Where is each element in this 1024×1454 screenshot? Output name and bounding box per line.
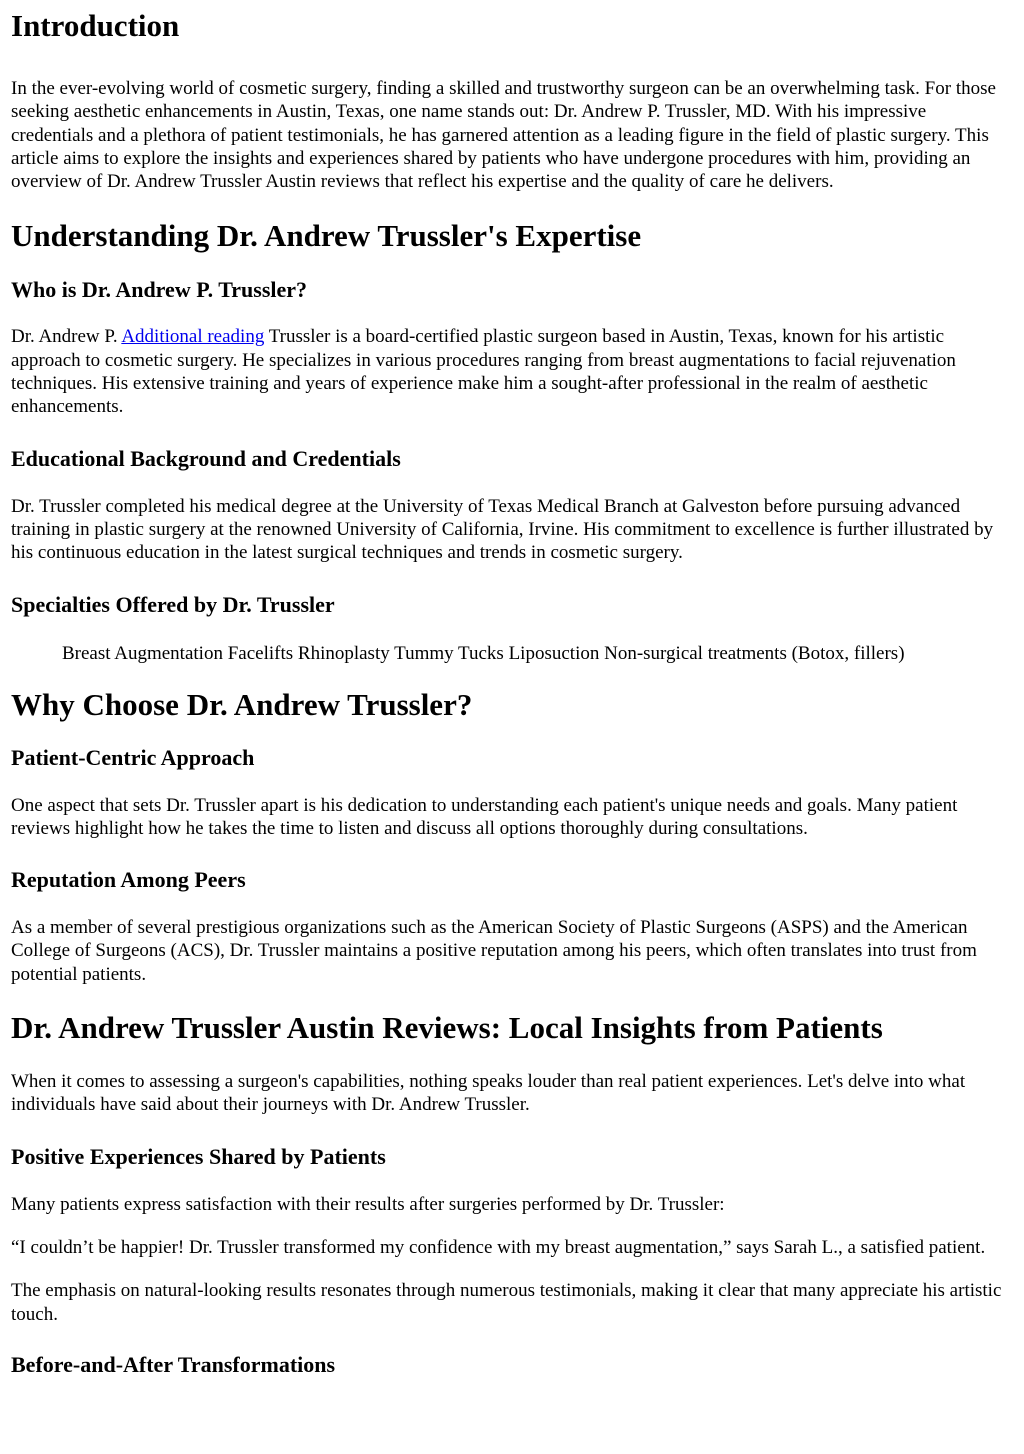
- specialty-item: Facelifts: [227, 642, 294, 664]
- reviews-paragraph: When it comes to assessing a surgeon's capabilities, nothing speaks louder than real patient experiences. Let's delve into what individuals have said about their journeys with Dr. Andrew Trussler.: [11, 1071, 966, 1116]
- specialty-item: Tummy Tucks: [394, 642, 504, 664]
- specialty-item: Rhinoplasty: [297, 642, 390, 664]
- specialty-item: Liposuction: [508, 642, 600, 664]
- positive-paragraph-3: The emphasis on natural-looking results resonates through numerous testimonials, making it clear that many appreciate his artistic touch.: [11, 1280, 1002, 1325]
- reputation-heading: Reputation Among Peers: [11, 867, 246, 893]
- additional-reading-link[interactable]: Additional reading: [121, 326, 265, 348]
- who-text-before: Dr. Andrew P.: [11, 326, 122, 348]
- expertise-heading: Understanding Dr. Andrew Trussler's Expertise: [11, 218, 642, 254]
- intro-paragraph: In the ever-evolving world of cosmetic surgery, finding a skilled and trustworthy surgeon can be an overwhelming task. For those seeking aesthetic enhancements in Austin, Texas, one name stands out: Dr. Andrew P. Trussler, MD. With his impressive credentials and a plethora of patient testimonials, he has garnered attention as a leading figure in the field of plastic surgery. This article aims to explore the insights and experiences shared by patients who have undergone procedures with him, providing an overview of Dr. Andrew Trussler Austin reviews that reflect his expertise and the quality of care he delivers.: [11, 78, 996, 193]
- specialties-heading: Specialties Offered by Dr. Trussler: [11, 591, 335, 617]
- who-paragraph: [11, 325, 1013, 418]
- specialty-item: Breast Augmentation: [62, 642, 223, 664]
- testimonial-quote: “I couldn’t be happier! Dr. Trussler transformed my confidence with my breast augmentation,” says Sarah L., a satisfied patient.: [11, 1236, 986, 1258]
- article: [0, 8, 1024, 1378]
- specialties-list: [11, 642, 1013, 665]
- patient-centric-paragraph: One aspect that sets Dr. Trussler apart is his dedication to understanding each patient's unique needs and goals. Many patient reviews highlight how he takes the time to listen and discuss all options thoroughly during consultations.: [11, 794, 958, 839]
- who-text-after: Trussler is a board-certified plastic surgeon based in Austin, Texas, known for his artistic approach to cosmetic surgery. He specializes in various procedures ranging from breast augmentations to facial rejuvenation techniques. His extensive training and years of experience make him a sought-after professional in the realm of aesthetic enhancements.: [11, 326, 956, 418]
- patient-centric-heading: Patient-Centric Approach: [11, 744, 255, 770]
- before-after-heading: Before-and-After Transformations: [11, 1351, 336, 1377]
- specialty-item: Non-surgical treatments (Botox, fillers): [604, 642, 905, 664]
- reviews-heading: Dr. Andrew Trussler Austin Reviews: Local Insights from Patients: [11, 1010, 883, 1046]
- education-paragraph: Dr. Trussler completed his medical degree at the University of Texas Medical Branch at Galveston before pursuing advanced training in plastic surgery at the renowned University of California, Irvine. His commitment to excellence is further illustrated by his continuous education in the latest surgical techniques and trends in cosmetic surgery.: [11, 495, 994, 564]
- why-heading: Why Choose Dr. Andrew Trussler?: [11, 686, 473, 722]
- who-heading: Who is Dr. Andrew P. Trussler?: [11, 277, 308, 303]
- intro-heading: Introduction: [11, 8, 180, 43]
- reputation-paragraph: As a member of several prestigious organizations such as the American Society of Plastic Surgeons (ASPS) and the American College of Surgeons (ACS), Dr. Trussler maintains a positive reputation among his peers, which often translates into trust from potential patients.: [11, 917, 977, 985]
- positive-heading: Positive Experiences Shared by Patients: [11, 1143, 386, 1169]
- positive-paragraph-1: Many patients express satisfaction with their results after surgeries performed by Dr. Trussler:: [11, 1193, 725, 1215]
- education-heading: Educational Background and Credentials: [11, 445, 401, 471]
